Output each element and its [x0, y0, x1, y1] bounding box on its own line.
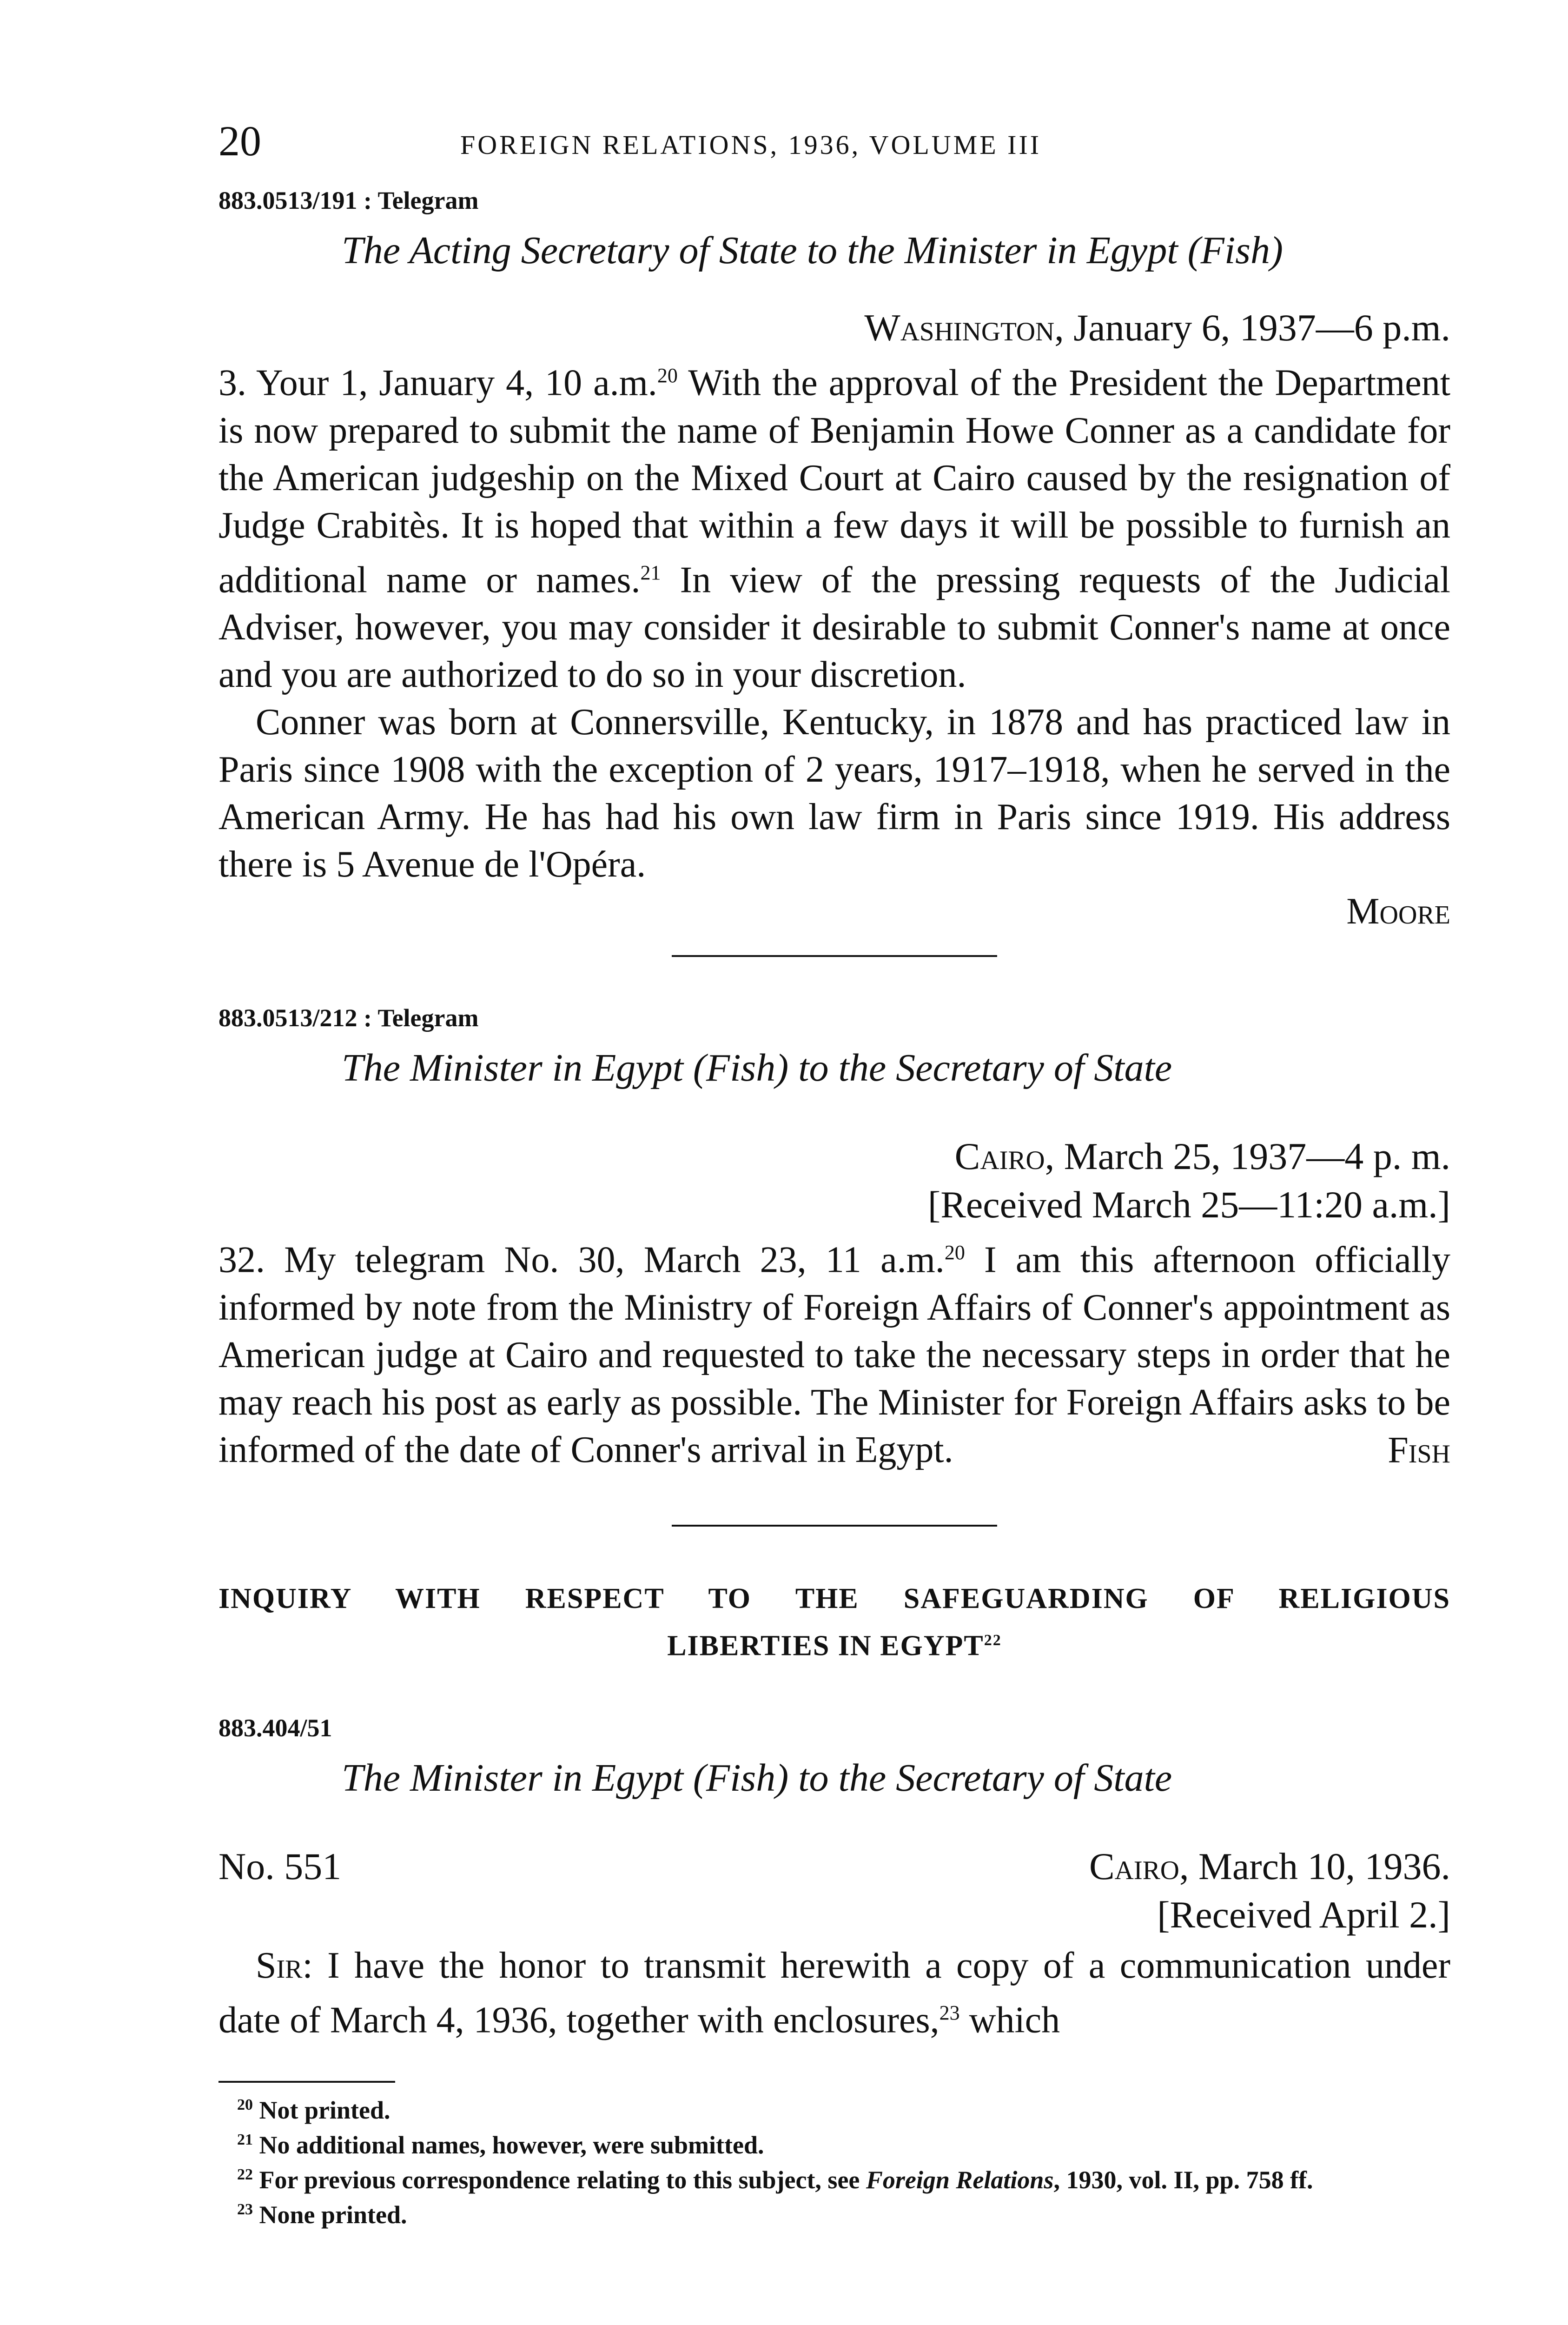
document-page: [218, 116, 1450, 2230]
footnote-number: 23: [237, 2201, 253, 2219]
paragraph-text: I am this afternoon officially informed by note from the Ministry of Foreign Affairs of Conner's appointment as American judge at Cairo and requested to take the necessary steps in order that he may reach his post as early as possible. The Minister for Foreign Affairs asks to be informed of the date of Conner's arrival in Egypt.: [218, 1239, 1450, 1470]
body-paragraph: Conner was born at Connersville, Kentucky, in 1878 and has practiced law in Paris since 1908 with the exception of 2 years, 1917–1918, when he served in the American Army. He has had his own law firm in Paris since 1919. His address there is 5 Avenue de l'Opéra.: [218, 702, 1450, 885]
footnote: [237, 2090, 1450, 2125]
dateline-place: Cairo,: [1089, 1845, 1189, 1887]
document-title: The Minister in Egypt (Fish) to the Secretary of State: [342, 1756, 1172, 1800]
signature: Moore: [1346, 891, 1450, 932]
footnote-text: For previous correspondence relating to this subject, see: [259, 2166, 866, 2194]
footnote-text: , 1930, vol. II, pp. 758 ff.: [1053, 2166, 1313, 2194]
document-number: No. 551: [218, 1845, 342, 1887]
footnote-text: No additional names, however, were submitted.: [259, 2131, 764, 2159]
salutation: Sir:: [256, 1945, 313, 1986]
paragraph-text: In view of the pressing requests of the Judicial Adviser, however, you may consider it desirable to submit Conner's name at once and you are authorized to do so in your discretion.: [218, 559, 1451, 696]
footnote-citation: Foreign Relations: [866, 2166, 1054, 2194]
paragraph-text: I have the honor to transmit herewith a copy of a communication under date of March 4, 1936, together with enclosures,: [218, 1945, 1450, 2041]
footnote-number: 21: [237, 2131, 253, 2149]
section-heading: [218, 1578, 1450, 1667]
paragraph-text: 32. My telegram No. 30, March 23, 11 a.m.: [218, 1239, 945, 1281]
dateline-place: Washington,: [864, 306, 1064, 349]
received-line: [Received March 25—11:20 a.m.]: [927, 1183, 1450, 1226]
document-title: The Minister in Egypt (Fish) to the Secretary of State: [342, 1046, 1172, 1090]
section-heading-line: LIBERTIES IN EGYPT: [667, 1630, 984, 1662]
footnote-number: 20: [237, 2096, 253, 2114]
dateline: [218, 304, 1450, 352]
footnote-text: None printed.: [259, 2201, 407, 2229]
dateline-place: Cairo,: [954, 1135, 1055, 1178]
file-reference: 883.0513/191 : Telegram: [218, 186, 479, 214]
dateline: [218, 1132, 1450, 1181]
section-divider: [672, 1525, 997, 1527]
paragraph-text: which: [959, 2000, 1060, 2041]
paragraph-text: With the approval of the President the Department is now prepared to submit the name of Benjamin Howe Conner as a candidate for the American judgeship on the Mixed Court at Cairo caused by the resignation of Judge Crabitès. It is hoped that within a few days it will be possible to furnish an additional name or names.: [218, 362, 1450, 601]
footnote-number: 22: [237, 2166, 253, 2184]
footnote-ref: 23: [939, 2001, 960, 2024]
section-divider: [672, 955, 997, 957]
section-heading-line: INQUIRY WITH RESPECT TO THE SAFEGUARDING OF RELIGIOUS: [218, 1582, 1450, 1614]
dateline-date: March 10, 1936.: [1198, 1845, 1450, 1887]
page-number: 20: [218, 117, 261, 165]
footnote-ref: 20: [657, 364, 678, 387]
file-reference: 883.0513/212 : Telegram: [218, 1004, 479, 1032]
footnotes: [218, 2090, 1450, 2230]
signature: Fish: [1388, 1429, 1450, 1471]
body-paragraph: [218, 352, 1450, 698]
footnote: [218, 2160, 1450, 2195]
dateline-date: March 25, 1937—4 p. m.: [1064, 1135, 1450, 1178]
document-title: The Acting Secretary of State to the Minister in Egypt (Fish): [342, 229, 1283, 272]
footnote-text: Not printed.: [259, 2096, 390, 2125]
running-head: [218, 116, 1450, 177]
footnote-ref: 20: [944, 1241, 965, 1264]
footnote: [237, 2195, 1450, 2230]
footnote-ref: 22: [984, 1631, 1002, 1649]
dateline-date: January 6, 1937—6 p.m.: [1073, 306, 1450, 349]
file-reference: 883.404/51: [218, 1714, 332, 1742]
dateline-row: [218, 1842, 1450, 1891]
running-title: FOREIGN RELATIONS, 1936, VOLUME III: [460, 130, 1042, 160]
footnote: [237, 2125, 1450, 2160]
paragraph-text: 3. Your 1, January 4, 10 a.m.: [218, 362, 657, 404]
dateline: [1089, 1842, 1450, 1891]
received-line: [Received April 2.]: [1157, 1893, 1450, 1936]
footnote-divider: [218, 2081, 395, 2083]
footnote-ref: 21: [640, 561, 661, 584]
body-paragraph: [218, 1942, 1450, 2044]
